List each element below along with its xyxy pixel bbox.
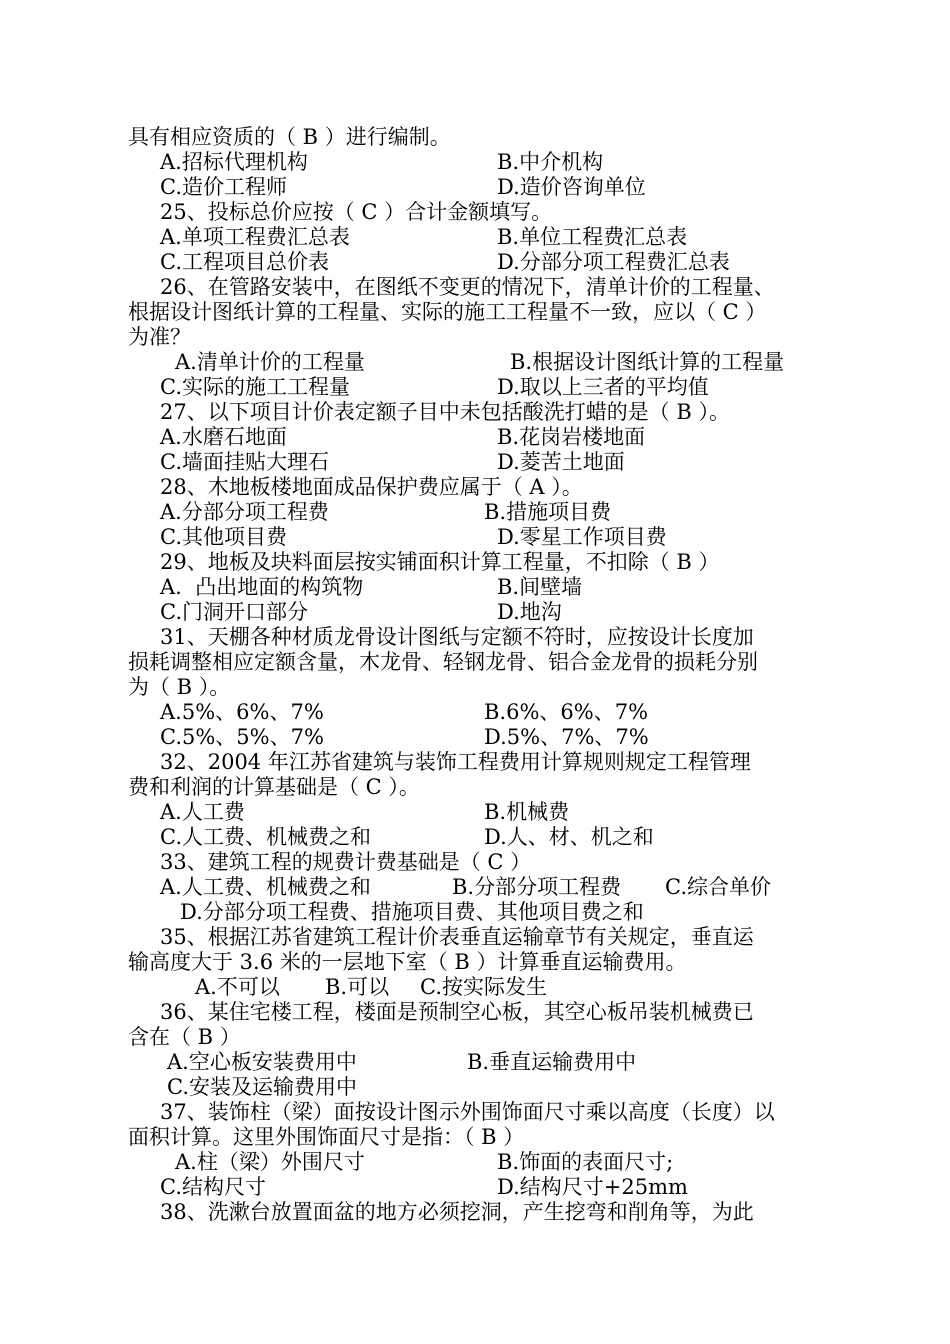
text-line: 含在（ B ） [128,1025,241,1049]
option-a: A.分部分项工程费 [160,500,329,524]
option-b: B.可以 [325,975,390,999]
option-d: D.取以上三者的平均值 [497,375,709,399]
question-25: 25、投标总价应按（ C ）合计金额填写。 [160,200,553,224]
option-b: B.机械费 [484,800,570,824]
option-a: A.5%、6%、7% [160,700,324,724]
option-a: A.空心板安装费用中 [167,1050,357,1074]
option-b: B.垂直运输费用中 [467,1050,637,1074]
option-c: C.安装及运输费用中 [167,1075,357,1099]
question-35: 35、根据江苏省建筑工程计价表垂直运输章节有关规定，垂直运 [160,925,754,949]
option-d: D.菱苦土地面 [497,450,625,474]
question-33: 33、建筑工程的规费计费基础是（ C ） [160,850,532,874]
question-36: 36、某住宅楼工程，楼面是预制空心板，其空心板吊装机械费已 [160,1000,754,1024]
option-d: D.零星工作项目费 [497,525,667,549]
option-b: B.间壁墙 [497,575,583,599]
option-d: D.人、材、机之和 [484,825,654,849]
option-d: D.5%、7%、7% [484,725,649,749]
question-26: 26、在管路安装中，在图纸不变更的情况下，清单计价的工程量、 [160,275,775,299]
text-line: 为（ B ）。 [128,675,231,699]
option-d: D.造价咨询单位 [497,175,646,199]
text-line: 面积计算。这里外围饰面尺寸是指：（ B ） [128,1125,525,1149]
question-27: 27、以下项目计价表定额子目中未包括酸洗打蜡的是（ B ）。 [160,400,731,424]
option-d: D.地沟 [497,600,562,624]
option-b: B.饰面的表面尺寸; [497,1150,674,1174]
text-line: 根据设计图纸计算的工程量、实际的施工工程量不一致，应以（ C ） [128,300,767,324]
option-b: B.分部分项工程费 [452,875,622,899]
option-a: A.人工费、机械费之和 [160,875,371,899]
option-b: B.花岗岩楼地面 [497,425,646,449]
option-c: C.综合单价 [665,875,771,899]
option-d: D.分部分项工程费、措施项目费、其他项目费之和 [180,900,644,924]
question-29: 29、地板及块料面层按实铺面积计算工程量，不扣除（ B ） [160,550,720,574]
option-c: C.5%、5%、7% [160,725,324,749]
option-a: A.招标代理机构 [160,150,308,174]
question-38: 38、洗漱台放置面盆的地方必须挖洞，产生挖弯和削角等，为此 [160,1200,754,1224]
option-a: A.人工费 [160,800,245,824]
text-line: 为准？ [128,325,191,349]
option-d: D.分部分项工程费汇总表 [497,250,730,274]
option-c: C.实际的施工工程量 [160,375,350,399]
option-c: C.按实际发生 [420,975,547,999]
question-32: 32、2004 年江苏省建筑与装饰工程费用计算规则规定工程管理 [160,750,751,774]
option-c: C.造价工程师 [160,175,287,199]
text-line: 具有相应资质的（ B ）进行编制。 [128,125,451,149]
option-c: C.其他项目费 [160,525,287,549]
question-28: 28、木地板楼地面成品保护费应属于（ A ）。 [160,475,583,499]
option-a: A.不可以 [195,975,280,999]
option-b: B.单位工程费汇总表 [497,225,688,249]
text-line: 输高度大于 3.6 米的一层地下室（ B ）计算垂直运输费用。 [128,950,687,974]
option-b: B.中介机构 [497,150,604,174]
option-b: B.措施项目费 [484,500,612,524]
option-a: A.水磨石地面 [160,425,287,449]
text-line: 费和利润的计算基础是（ C ）。 [128,775,420,799]
option-b: B.根据设计图纸计算的工程量 [510,350,785,374]
option-c: C.人工费、机械费之和 [160,825,371,849]
option-c: C.门洞开口部分 [160,600,308,624]
option-b: B.6%、6%、7% [484,700,649,724]
option-a: A.清单计价的工程量 [175,350,365,374]
text-line: 损耗调整相应定额含量，木龙骨、轻钢龙骨、铝合金龙骨的损耗分别 [128,650,758,674]
option-c: C.墙面挂贴大理石 [160,450,329,474]
option-d: D.结构尺寸+25mm [497,1175,688,1199]
option-c: C.工程项目总价表 [160,250,329,274]
option-c: C.结构尺寸 [160,1175,266,1199]
option-a: A. 凸出地面的构筑物 [160,575,364,599]
question-37: 37、装饰柱（梁）面按设计图示外围饰面尺寸乘以高度（长度）以 [160,1100,775,1124]
option-a: A.单项工程费汇总表 [160,225,350,249]
option-a: A.柱（梁）外围尺寸 [175,1150,365,1174]
question-31: 31、天棚各种材质龙骨设计图纸与定额不符时，应按设计长度加 [160,625,754,649]
